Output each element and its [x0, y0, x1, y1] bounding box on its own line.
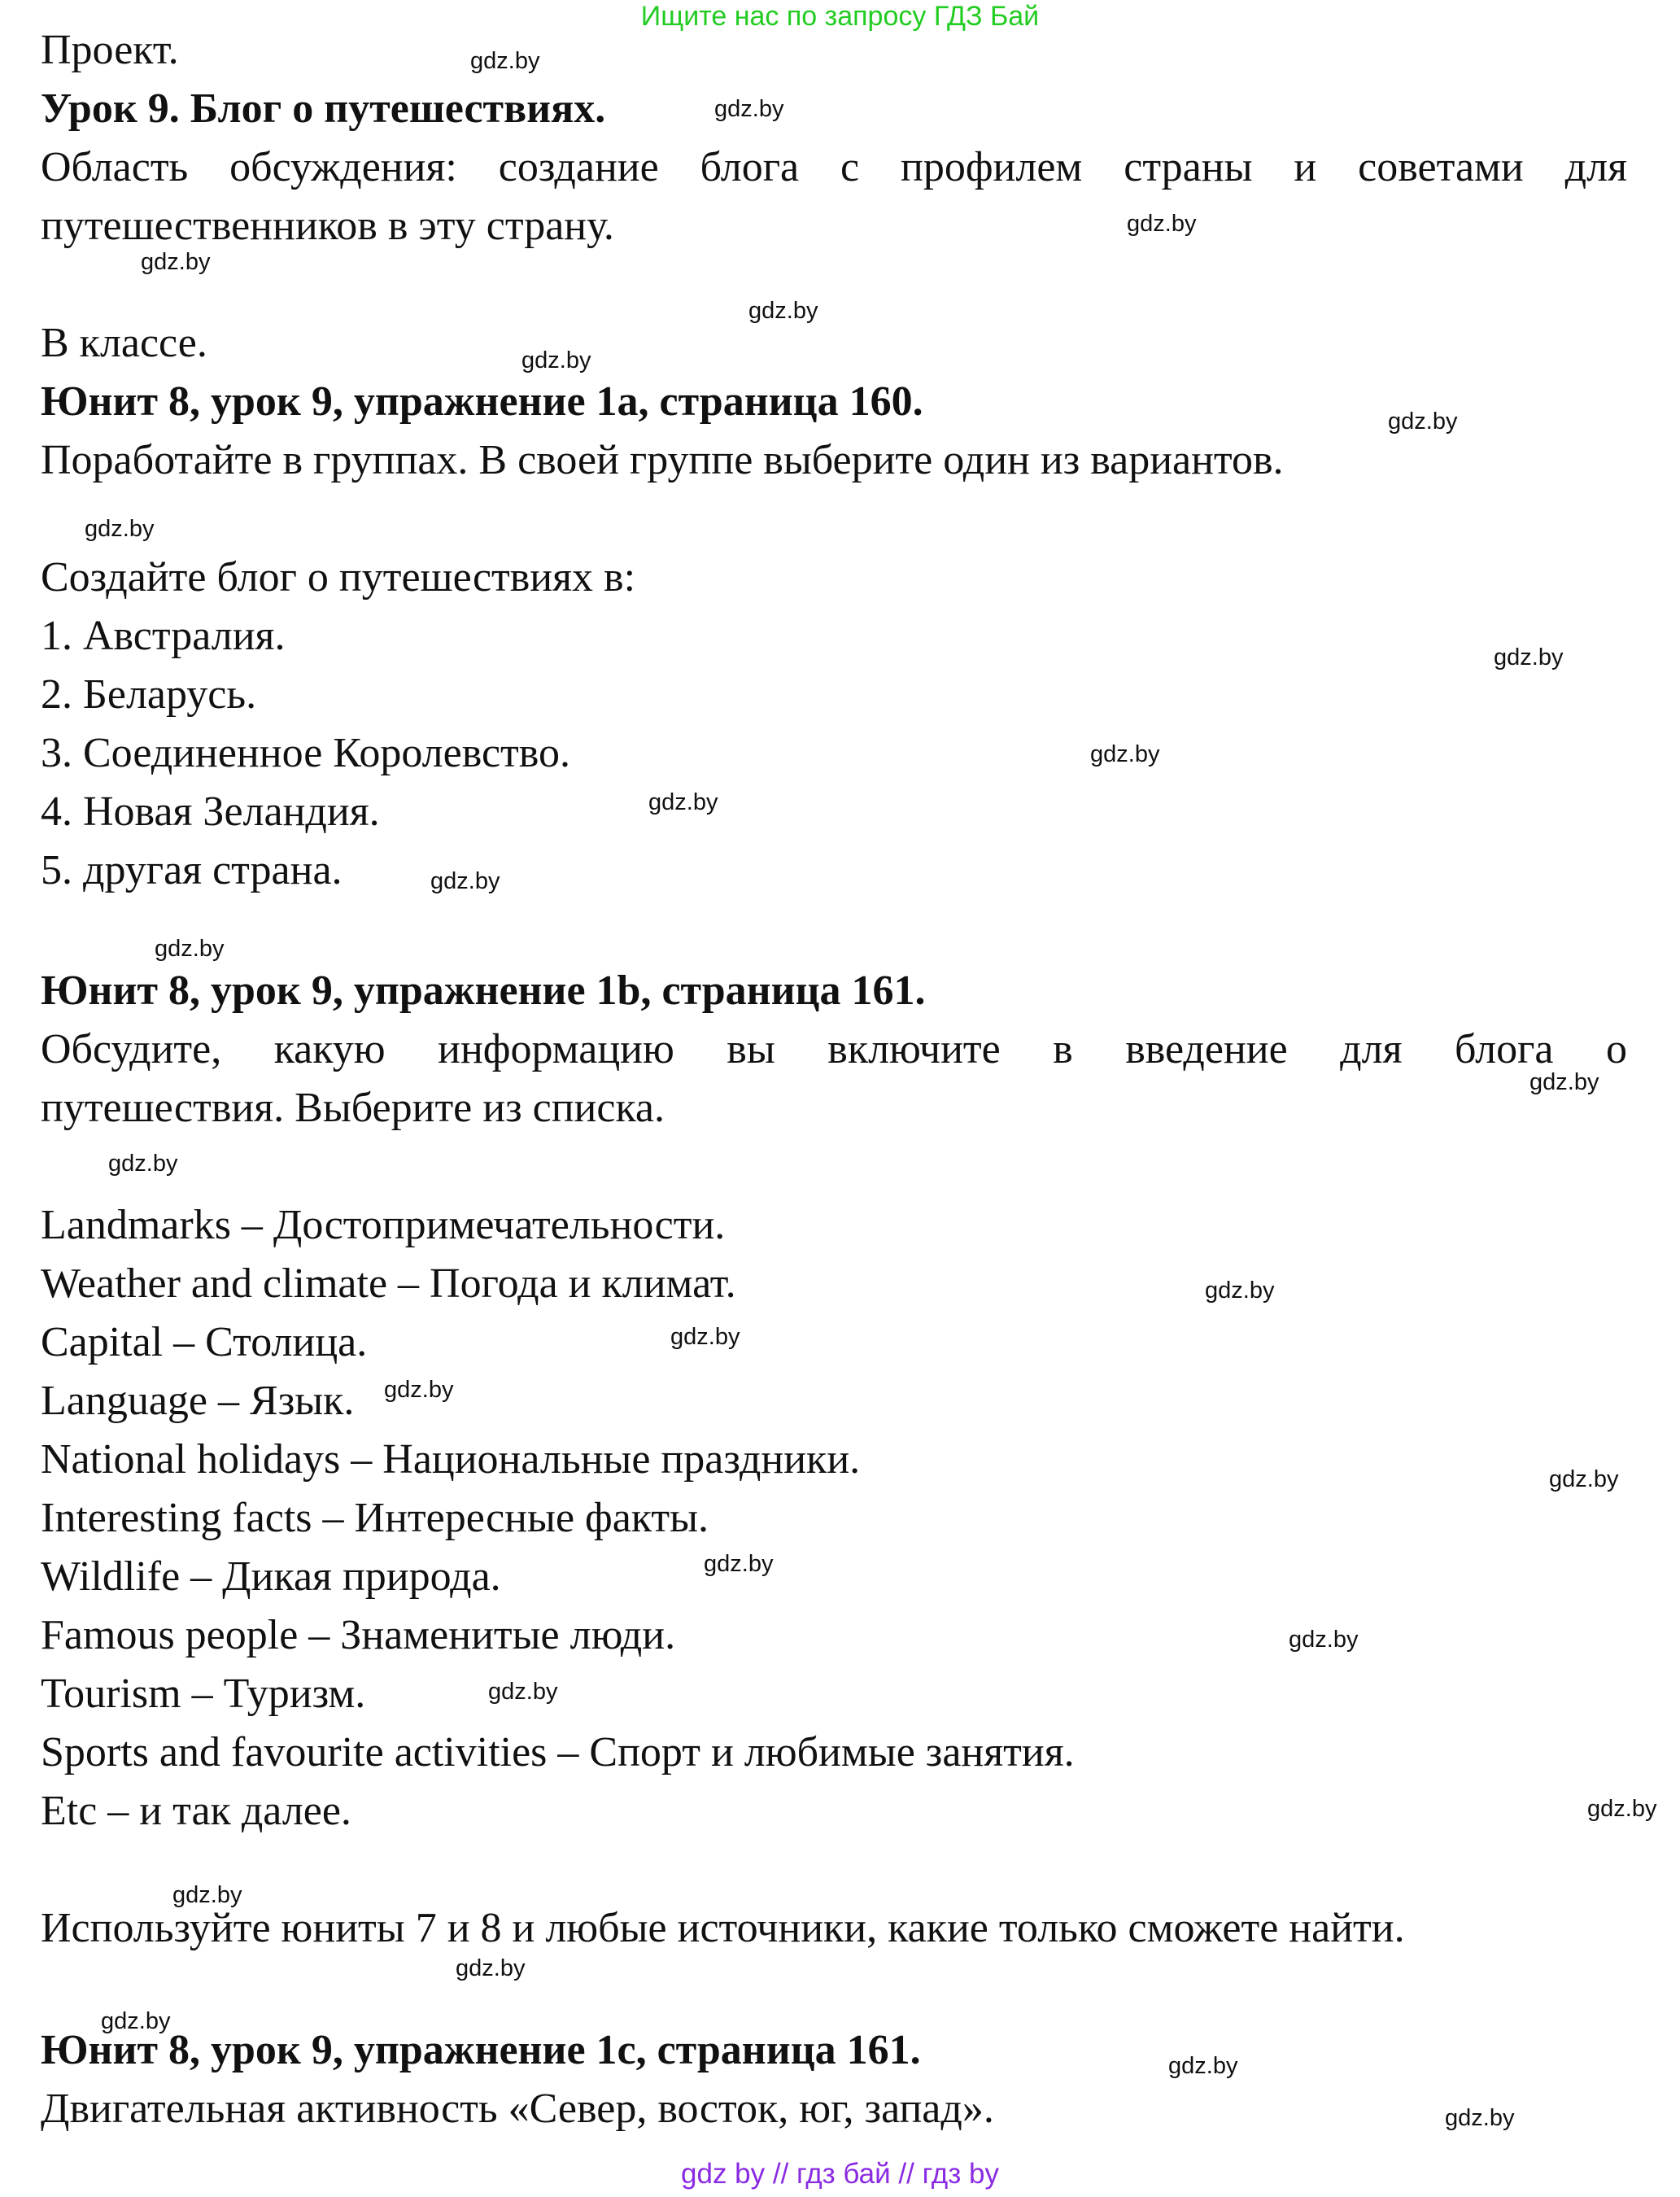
watermark: gdz.by	[1127, 211, 1197, 237]
watermark: gdz.by	[1587, 1796, 1657, 1822]
list-item: Tourism – Туризм.	[41, 1671, 366, 1717]
list-item: 4. Новая Зеландия.	[41, 788, 380, 835]
list-item: National holidays – Национальные праздники.	[41, 1436, 861, 1483]
discussion-area-line-2: путешественников в эту страну.	[41, 203, 614, 249]
list-item: Wildlife – Дикая природа.	[41, 1553, 501, 1600]
list-item: 3. Соединенное Королевство.	[41, 730, 570, 776]
lesson-title: Урок 9. Блог о путешествиях.	[41, 85, 606, 132]
exercise-1b-heading: Юнит 8, урок 9, упражнение 1b, страница 161.	[41, 967, 926, 1014]
project-label: Проект.	[41, 27, 179, 73]
watermark: gdz.by	[430, 868, 500, 894]
list-item: Sports and favourite activities – Спорт и любимые занятия.	[41, 1729, 1075, 1776]
list-item: Landmarks – Достопримечательности.	[41, 1202, 726, 1248]
exercise-1b-instruction-line-1: Обсудите, какую информацию вы включите в введение для блога о	[41, 1026, 1627, 1072]
watermark: gdz.by	[1090, 741, 1160, 767]
watermark: gdz.by	[470, 48, 540, 74]
watermark: gdz.by	[384, 1377, 454, 1403]
list-item: Capital – Столица.	[41, 1319, 368, 1365]
list-item: Interesting facts – Интересные факты.	[41, 1495, 709, 1541]
watermark: gdz.by	[488, 1679, 558, 1705]
watermark: gdz.by	[172, 1882, 242, 1908]
watermark: gdz.by	[155, 936, 225, 962]
watermark: gdz.by	[1205, 1278, 1275, 1304]
watermark: gdz.by	[1289, 1627, 1359, 1653]
watermark: gdz.by	[670, 1324, 740, 1350]
watermark: gdz.by	[141, 249, 211, 275]
list-item: 1. Австралия.	[41, 613, 286, 659]
list-item: Weather and climate – Погода и климат.	[41, 1260, 736, 1307]
watermark: gdz.by	[1445, 2105, 1515, 2131]
list-item: Etc – и так далее.	[41, 1788, 351, 1834]
watermark: gdz.by	[1168, 2053, 1238, 2079]
in-class-label: В классе.	[41, 320, 207, 366]
watermark: gdz.by	[1529, 1069, 1599, 1095]
list-item: 2. Беларусь.	[41, 671, 257, 718]
watermark: gdz.by	[704, 1551, 774, 1577]
watermark: gdz.by	[748, 298, 818, 324]
blog-prompt: Создайте блог о путешествиях в:	[41, 554, 636, 601]
watermark: gdz.by	[714, 96, 784, 122]
top-banner: Ищите нас по запросу ГДЗ Бай	[640, 1, 1040, 32]
watermark: gdz.by	[101, 2008, 171, 2034]
watermark: gdz.by	[108, 1151, 178, 1177]
list-item: Language – Язык.	[41, 1378, 355, 1424]
watermark: gdz.by	[1549, 1466, 1619, 1492]
exercise-1c-activity: Двигательная активность «Север, восток, юг, запад».	[41, 2086, 994, 2132]
watermark: gdz.by	[456, 1955, 526, 1981]
list-item: Famous people – Знаменитые люди.	[41, 1612, 676, 1658]
list-item: 5. другая страна.	[41, 847, 343, 893]
discussion-area-line-1: Область обсуждения: создание блога с профилем страны и советами для	[41, 144, 1627, 190]
watermark: gdz.by	[1388, 408, 1458, 435]
watermark: gdz.by	[85, 516, 155, 542]
sources-instruction: Используйте юниты 7 и 8 и любые источники, какие только сможете найти.	[41, 1905, 1405, 1951]
exercise-1c-heading: Юнит 8, урок 9, упражнение 1c, страница 161.	[41, 2027, 921, 2073]
bottom-banner: gdz by // гдз бай // гдз by	[681, 2158, 999, 2190]
watermark: gdz.by	[521, 347, 591, 373]
exercise-1a-heading: Юнит 8, урок 9, упражнение 1a, страница 160.	[41, 378, 923, 425]
watermark: gdz.by	[1494, 644, 1564, 670]
exercise-1a-instruction: Поработайте в группах. В своей группе выберите один из вариантов.	[41, 437, 1284, 483]
watermark: gdz.by	[648, 789, 718, 815]
exercise-1b-instruction-line-2: путешествия. Выберите из списка.	[41, 1085, 665, 1131]
